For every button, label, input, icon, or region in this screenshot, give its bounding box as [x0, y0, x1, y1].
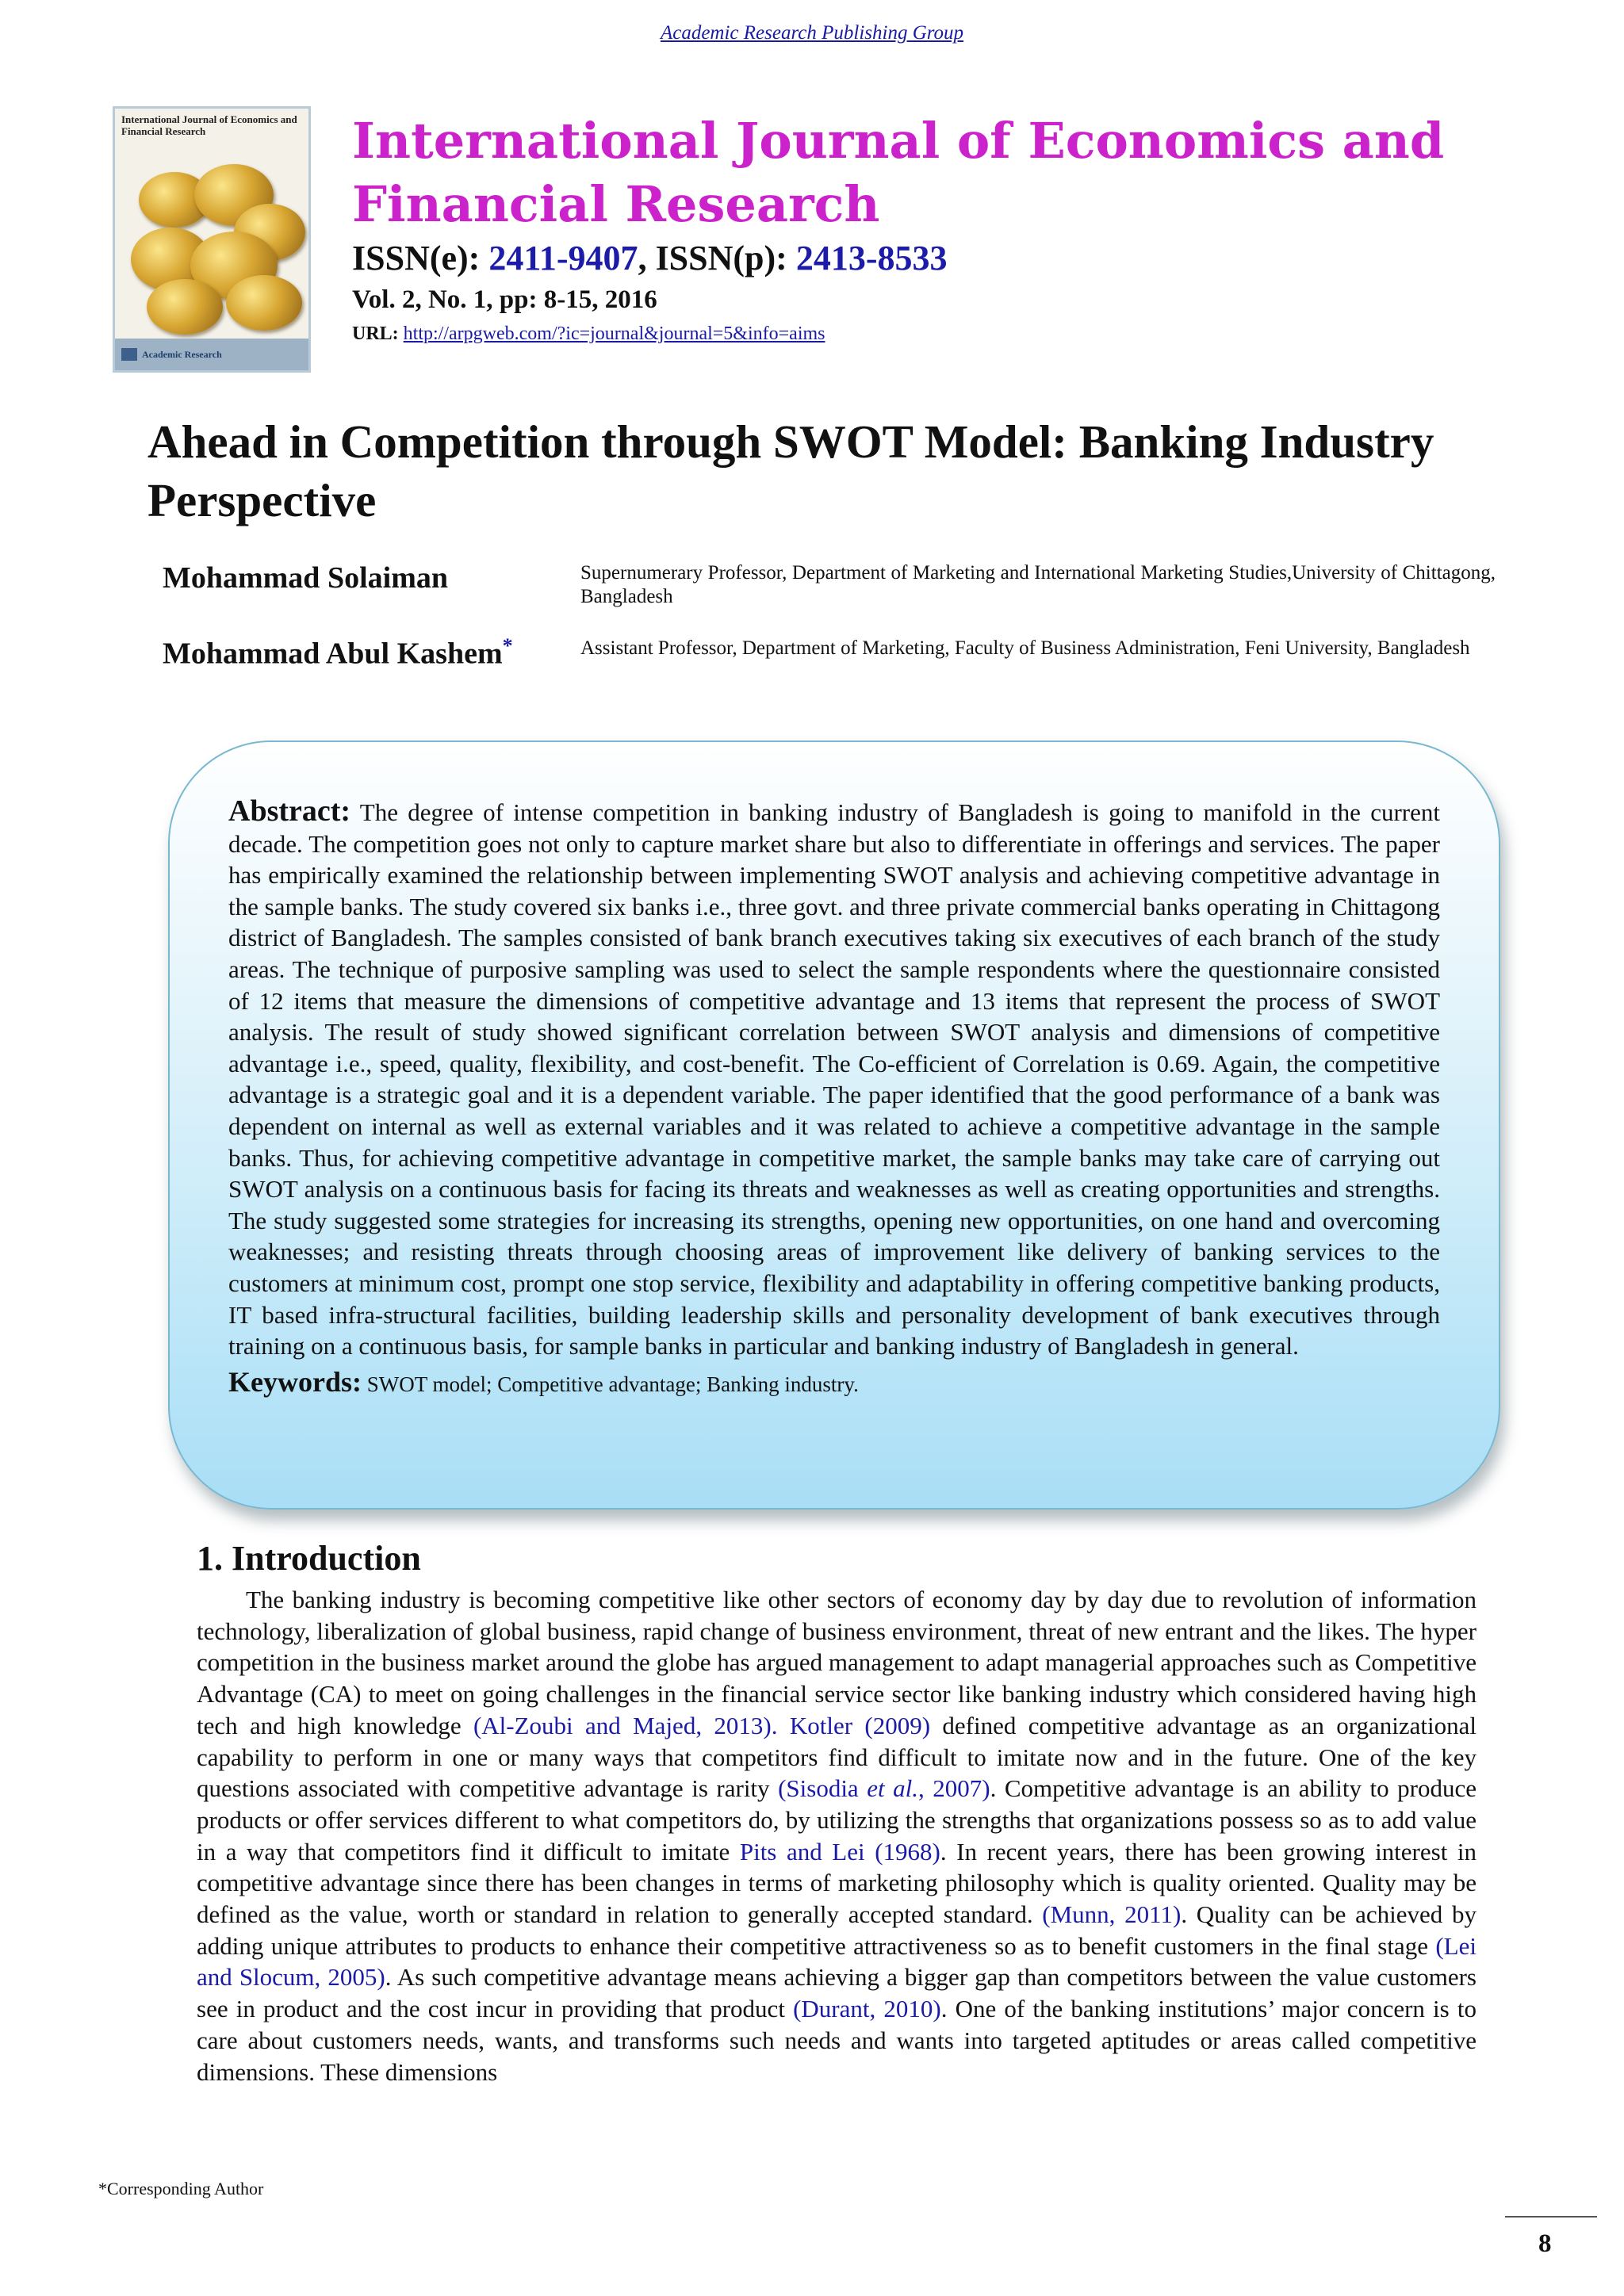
- section-heading-introduction: 1. Introduction: [197, 1539, 421, 1578]
- citation-link[interactable]: [778, 1774, 990, 1802]
- author-name: [163, 634, 513, 672]
- publisher-link[interactable]: Academic Research Publishing Group: [660, 22, 964, 44]
- issn-e-number: 2411-9407: [488, 239, 638, 277]
- body-text: The banking industry is becoming competitive like other sectors of economy day by day due to revolution of information technology, liberalization of global business, rapid change of business environment, threat of new entrant and the likes. The hyper competition in the business market around the globe has argued management to adapt managerial approaches such as Competitive Advantage (CA) to meet on going challenges in the financial service sector like banking industry which considered having high tech and high knowledge: [197, 1586, 1477, 1739]
- author-name: [163, 561, 448, 595]
- cover-title: International Journal of Economics and Financial Research: [121, 113, 297, 137]
- citation-part: (Sisodia: [778, 1774, 868, 1803]
- paper-title: Ahead in Competition through SWOT Model: Banking Industry Perspective: [147, 415, 1434, 526]
- volume-info: Vol. 2, No. 1, pp: 8-15, 2016: [352, 285, 657, 314]
- author-name-text: Mohammad Abul Kashem: [163, 637, 503, 671]
- body-text: . Quality can be achieved by adding unique attributes to products to enhance their competitive attractiveness so as to benefit customers in the final stage: [197, 1900, 1477, 1960]
- abstract-box: [168, 740, 1500, 1510]
- publisher-logo-icon: [121, 348, 137, 361]
- body-text: [778, 1712, 790, 1739]
- coin-icon: [147, 279, 223, 335]
- introduction-paragraph: [197, 1584, 1477, 2087]
- body-text: . Competitive advantage is an ability to produce products or offer services different to what competitors do, by utilizing the strengths that organizations possess so as to add value in a way that competitors find it difficult to imitate: [197, 1774, 1477, 1866]
- body-text: defined competitive advantage as an organizational capability to perform in one or many ways that competitors find difficult to imitate now and in the future. One of the key questions associated with competitive advantage is rarity: [197, 1711, 1477, 1803]
- cover-logo-text: Academic Research: [142, 349, 222, 360]
- issn-p-label: , ISSN(p):: [638, 239, 796, 277]
- page-number: 8: [1538, 2229, 1552, 2258]
- abstract-paragraph: [228, 796, 1440, 1362]
- keywords-label: Keywords:: [228, 1365, 362, 1398]
- abstract-label: Abstract:: [228, 794, 351, 828]
- keywords-line: [228, 1367, 1440, 1400]
- keywords-text: SWOT model; Competitive advantage; Banking industry.: [361, 1372, 859, 1396]
- body-text: . As such competitive advantage means achieving a bigger gap than competitors between the value customers see in product and the cost incur in providing that product: [197, 1963, 1477, 2023]
- url-line: [352, 323, 825, 345]
- citation-link[interactable]: (Lei and Slocum, 2005): [197, 1931, 1477, 1992]
- body-text: . In recent years, there has been growing interest in competitive advantage since there has been changes in terms of marketing philosophy which is quality oriented. Quality may be defined as the value, worth or standard in relation to generally accepted standard.: [197, 1837, 1477, 1929]
- citation-link[interactable]: Kotler (2009): [789, 1711, 931, 1739]
- corresponding-author-marker[interactable]: *: [502, 634, 513, 657]
- journal-cover-image: [113, 106, 311, 373]
- author-affiliation: Assistant Professor, Department of Marketing, Faculty of Business Administration, Feni University, Bangladesh: [580, 637, 1470, 659]
- citation-part: , 2007): [917, 1774, 990, 1803]
- abstract-text: The degree of intense competition in banking industry of Bangladesh is going to manifold in the current decade. The competition goes not only to capture market share but also to differentiate in offerings and services. The paper has empirically examined the relationship between implementing SWOT analysis and achieving competitive advantage in the sample banks. The study covered six banks i.e., three govt. and three private commercial banks operating in Chittagong district of Bangladesh. The samples consisted of bank branch executives taking six executives of each branch of the study areas. The technique of purposive sampling was used to select the sample respondents where the questionnaire consisted of 12 items that measure the dimensions of competitive advantage and 13 items that represent the process of SWOT analysis. The result of study showed significant correlation between SWOT analysis and dimensions of competitive advantage i.e., speed, quality, flexibility, and cost-benefit. The Co-efficient of Correlation is 0.69. Again, the competitive advantage is a strategic goal and it is a dependent variable. The paper identified that the good performance of a bank was dependent on internal as well as external variables and it was related to achieve a competitive advantage in the sample banks. Thus, for achieving competitive advantage in competitive market, the sample banks may take care of carrying out SWOT analysis on a continuous basis for facing its threats and weaknesses as well as creating opportunities and strengths. The study suggested some strategies for increasing its strengths, opening new opportunities, on one hand and overcoming weaknesses; and resisting threats through choosing areas of improvement like delivery of banking services to the customers at minimum cost, prompt one stop service, flexibility and adaptability in offering competitive banking products, IT based infra-structural facilities, building leadership skills and personality development of bank executives through training on a continuous basis, for sample banks in particular and banking industry of Bangladesh in general.: [228, 798, 1440, 1360]
- footer-rule: [1505, 2216, 1597, 2218]
- url-label: URL:: [352, 323, 404, 344]
- citation-link[interactable]: Pits and Lei (1968): [739, 1837, 940, 1866]
- issn-line: [352, 238, 948, 278]
- citation-part: et al.: [867, 1774, 918, 1803]
- coin-icon: [226, 275, 302, 331]
- author-name-text: Mohammad Solaiman: [163, 561, 448, 595]
- body-text: . One of the banking institutions’ major concern is to care about customers needs, wants, and transforms such needs and wants into targeted aptitudes or areas called competitive dimensions. These dimensions: [197, 1995, 1477, 2086]
- journal-url-link[interactable]: http://arpgweb.com/?ic=journal&journal=5&info=aims: [403, 323, 825, 344]
- issn-e-label: ISSN(e):: [352, 239, 489, 277]
- issn-p-number: 2413-8533: [795, 239, 948, 277]
- author-affiliation: Supernumerary Professor, Department of Marketing and International Marketing Studies,University of Chittagong, Bangladesh: [580, 562, 1496, 607]
- corresponding-author-footnote: *Corresponding Author: [98, 2179, 264, 2198]
- citation-link[interactable]: (Al-Zoubi and Majed, 2013).: [473, 1711, 778, 1739]
- citation-link[interactable]: (Munn, 2011): [1042, 1900, 1182, 1929]
- journal-title: International Journal of Economics and Financial Research: [352, 112, 1445, 233]
- citation-link[interactable]: (Durant, 2010): [793, 1995, 941, 2023]
